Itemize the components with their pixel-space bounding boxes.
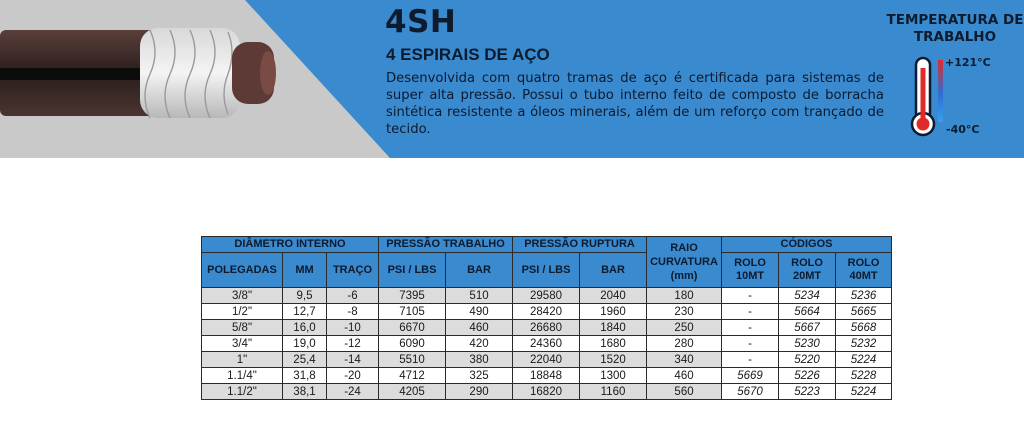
cell-mm: 9,5 bbox=[283, 288, 327, 304]
cell-rolo-40mt: 5224 bbox=[836, 352, 892, 368]
table-row bbox=[202, 384, 892, 400]
product-banner bbox=[0, 0, 1024, 158]
cell-trabalho-psi: 6090 bbox=[379, 336, 446, 352]
product-description: Desenvolvida com quatro tramas de aço é certificada para sistemas de super alta pressão. Possui o tubo interno feito de composto de borracha sintética resistente a óleos minerais, além de um reforço com trançado de tecido. bbox=[386, 71, 884, 137]
cell-mm: 16,0 bbox=[283, 320, 327, 336]
cell-trabalho-psi: 5510 bbox=[379, 352, 446, 368]
cell-polegadas: 3/4" bbox=[202, 336, 283, 352]
table-row bbox=[202, 352, 892, 368]
header-codigos: CÓDIGOS bbox=[722, 237, 892, 253]
cell-raio: 340 bbox=[647, 352, 722, 368]
cell-traco: -8 bbox=[327, 304, 379, 320]
cell-mm: 31,8 bbox=[283, 368, 327, 384]
header-rolo-10mt: ROLO 10MT bbox=[722, 253, 779, 288]
cell-rolo-10mt: - bbox=[722, 288, 779, 304]
cell-ruptura-bar: 1160 bbox=[580, 384, 647, 400]
header-ruptura-bar: BAR bbox=[580, 253, 647, 288]
cell-rolo-20mt: 5667 bbox=[779, 320, 836, 336]
table-row bbox=[202, 368, 892, 384]
cell-rolo-20mt: 5664 bbox=[779, 304, 836, 320]
header-raio-curvatura: RAIO CURVATURA (mm) bbox=[647, 237, 722, 288]
header-trabalho-psi: PSI / LBS bbox=[379, 253, 446, 288]
cell-rolo-10mt: - bbox=[722, 304, 779, 320]
cell-trabalho-psi: 7105 bbox=[379, 304, 446, 320]
cell-trabalho-bar: 420 bbox=[446, 336, 513, 352]
cell-rolo-40mt: 5236 bbox=[836, 288, 892, 304]
table-row bbox=[202, 320, 892, 336]
cell-polegadas: 1.1/2" bbox=[202, 384, 283, 400]
cell-ruptura-psi: 16820 bbox=[513, 384, 580, 400]
cell-ruptura-bar: 2040 bbox=[580, 288, 647, 304]
cell-traco: -12 bbox=[327, 336, 379, 352]
cell-trabalho-bar: 290 bbox=[446, 384, 513, 400]
cell-traco: -24 bbox=[327, 384, 379, 400]
header-diametro-interno: DIÂMETRO INTERNO bbox=[202, 237, 379, 253]
cell-rolo-10mt: - bbox=[722, 320, 779, 336]
cell-traco: -14 bbox=[327, 352, 379, 368]
cell-trabalho-bar: 380 bbox=[446, 352, 513, 368]
cell-trabalho-bar: 490 bbox=[446, 304, 513, 320]
cell-rolo-20mt: 5226 bbox=[779, 368, 836, 384]
cell-rolo-20mt: 5234 bbox=[779, 288, 836, 304]
cell-polegadas: 1.1/4" bbox=[202, 368, 283, 384]
header-ruptura-psi: PSI / LBS bbox=[513, 253, 580, 288]
cell-trabalho-bar: 325 bbox=[446, 368, 513, 384]
cell-raio: 230 bbox=[647, 304, 722, 320]
cell-ruptura-bar: 1840 bbox=[580, 320, 647, 336]
cell-polegadas: 1" bbox=[202, 352, 283, 368]
cell-polegadas: 5/8" bbox=[202, 320, 283, 336]
cell-polegadas: 3/8" bbox=[202, 288, 283, 304]
cell-trabalho-psi: 4205 bbox=[379, 384, 446, 400]
cell-trabalho-bar: 510 bbox=[446, 288, 513, 304]
thermometer-icon bbox=[900, 54, 946, 140]
header-rolo-20mt: ROLO 20MT bbox=[779, 253, 836, 288]
cell-rolo-20mt: 5223 bbox=[779, 384, 836, 400]
table-row bbox=[202, 304, 892, 320]
cell-rolo-20mt: 5220 bbox=[779, 352, 836, 368]
cell-mm: 12,7 bbox=[283, 304, 327, 320]
header-polegadas: POLEGADAS bbox=[202, 253, 283, 288]
cell-ruptura-bar: 1520 bbox=[580, 352, 647, 368]
table-row bbox=[202, 336, 892, 352]
temperature-title: TEMPERATURA DE TRABALHO bbox=[886, 12, 1024, 45]
table-row bbox=[202, 288, 892, 304]
header-traco: TRAÇO bbox=[327, 253, 379, 288]
header-pressao-ruptura: PRESSÃO RUPTURA bbox=[513, 237, 647, 253]
cell-ruptura-psi: 22040 bbox=[513, 352, 580, 368]
temperature-max: +121°C bbox=[945, 56, 991, 69]
cell-trabalho-bar: 460 bbox=[446, 320, 513, 336]
product-subtitle: 4 ESPIRAIS DE AÇO bbox=[386, 45, 550, 64]
cell-mm: 25,4 bbox=[283, 352, 327, 368]
cell-rolo-10mt: 5669 bbox=[722, 368, 779, 384]
cell-polegadas: 1/2" bbox=[202, 304, 283, 320]
cell-rolo-40mt: 5228 bbox=[836, 368, 892, 384]
temperature-min: -40°C bbox=[946, 123, 980, 136]
cell-rolo-10mt: 5670 bbox=[722, 384, 779, 400]
cell-trabalho-psi: 6670 bbox=[379, 320, 446, 336]
cell-rolo-10mt: - bbox=[722, 336, 779, 352]
cell-traco: -20 bbox=[327, 368, 379, 384]
cell-ruptura-psi: 26680 bbox=[513, 320, 580, 336]
cell-ruptura-bar: 1960 bbox=[580, 304, 647, 320]
cell-trabalho-psi: 4712 bbox=[379, 368, 446, 384]
cell-rolo-40mt: 5232 bbox=[836, 336, 892, 352]
cell-ruptura-psi: 29580 bbox=[513, 288, 580, 304]
header-rolo-40mt: ROLO 40MT bbox=[836, 253, 892, 288]
header-pressao-trabalho: PRESSÃO TRABALHO bbox=[379, 237, 513, 253]
product-code: 4SH bbox=[385, 4, 457, 40]
header-mm: MM bbox=[283, 253, 327, 288]
cell-rolo-40mt: 5665 bbox=[836, 304, 892, 320]
header-trabalho-bar: BAR bbox=[446, 253, 513, 288]
cell-ruptura-bar: 1680 bbox=[580, 336, 647, 352]
cell-rolo-40mt: 5224 bbox=[836, 384, 892, 400]
cell-ruptura-psi: 28420 bbox=[513, 304, 580, 320]
cell-trabalho-psi: 7395 bbox=[379, 288, 446, 304]
cell-raio: 250 bbox=[647, 320, 722, 336]
cell-mm: 38,1 bbox=[283, 384, 327, 400]
spec-table bbox=[201, 236, 892, 400]
cell-traco: -6 bbox=[327, 288, 379, 304]
cell-raio: 180 bbox=[647, 288, 722, 304]
cell-rolo-20mt: 5230 bbox=[779, 336, 836, 352]
cell-ruptura-bar: 1300 bbox=[580, 368, 647, 384]
cell-traco: -10 bbox=[327, 320, 379, 336]
cell-raio: 280 bbox=[647, 336, 722, 352]
cell-mm: 19,0 bbox=[283, 336, 327, 352]
cell-ruptura-psi: 24360 bbox=[513, 336, 580, 352]
cell-raio: 460 bbox=[647, 368, 722, 384]
hydraulic-hose-image bbox=[0, 18, 290, 128]
cell-rolo-10mt: - bbox=[722, 352, 779, 368]
cell-rolo-40mt: 5668 bbox=[836, 320, 892, 336]
cell-ruptura-psi: 18848 bbox=[513, 368, 580, 384]
cell-raio: 560 bbox=[647, 384, 722, 400]
